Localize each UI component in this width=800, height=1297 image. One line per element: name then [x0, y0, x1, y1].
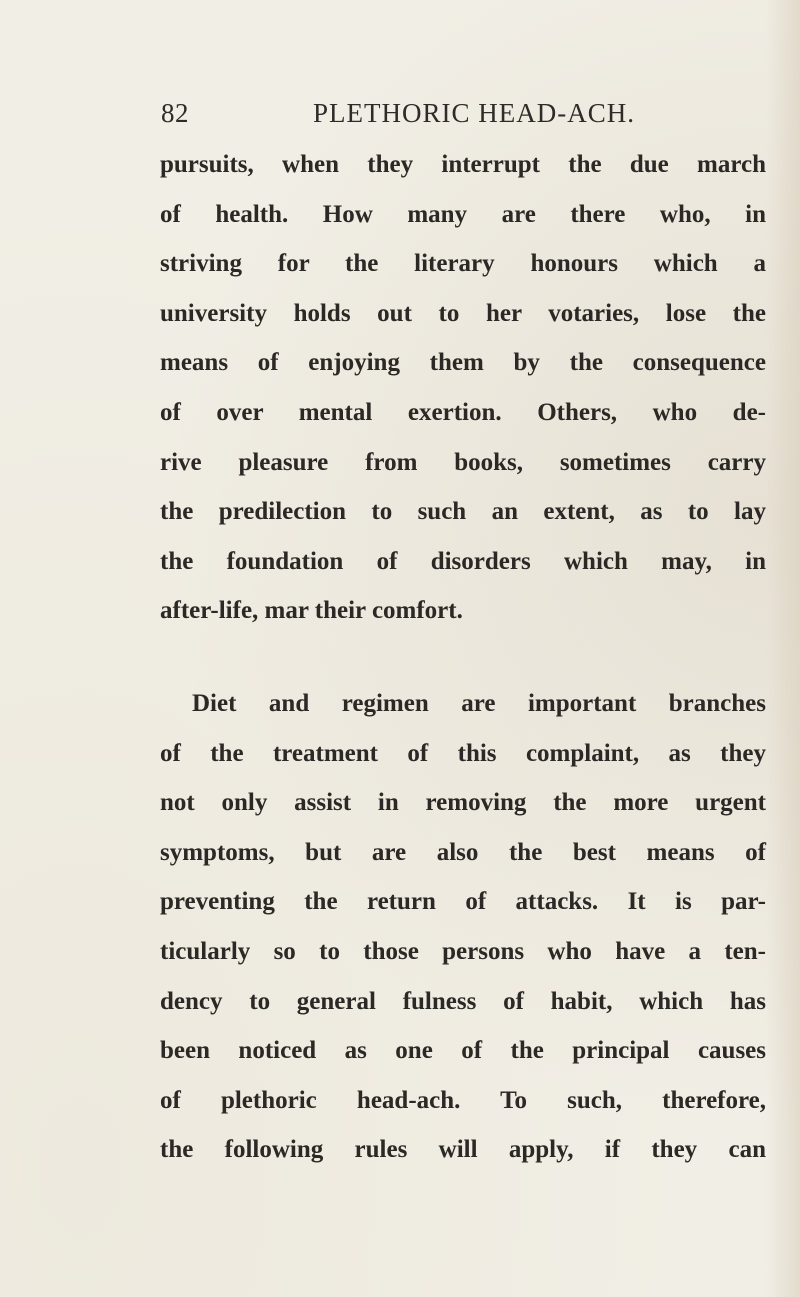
running-head — [161, 98, 761, 138]
text-line: after-life, mar their comfort. — [160, 597, 463, 625]
text-line: the foundation of disorders which may, in — [160, 547, 766, 575]
text-line: of health. How many are there who, in — [160, 200, 766, 228]
paragraph-2 — [160, 679, 766, 1175]
text-line: university holds out to her votaries, lose the — [160, 299, 766, 327]
text-line: of plethoric head-ach. To such, therefore, — [160, 1086, 766, 1114]
page-number: 82 — [161, 98, 189, 128]
text-line: means of enjoying them by the consequence — [160, 349, 766, 377]
running-title: PLETHORIC HEAD-ACH. — [313, 98, 635, 128]
text-line: striving for the literary honours which a — [160, 250, 766, 278]
paragraph-gap — [160, 636, 766, 679]
paragraph-1 — [160, 140, 766, 636]
text-line: rive pleasure from books, sometimes carry — [160, 448, 766, 476]
text-line: of over mental exertion. Others, who de- — [160, 398, 766, 426]
text-line: Diet and regimen are important branches — [192, 689, 766, 717]
text-line: the predilection to such an extent, as to lay — [160, 498, 766, 526]
text-line: ticularly so to those persons who have a ten- — [160, 937, 766, 965]
body-text — [160, 140, 766, 1175]
page-edge-shadow — [766, 0, 800, 1297]
text-line: pursuits, when they interrupt the due march — [160, 151, 766, 178]
text-line: symptoms, but are also the best means of — [160, 838, 766, 866]
text-line: of the treatment of this complaint, as they — [160, 739, 766, 767]
text-line: dency to general fulness of habit, which has — [160, 987, 766, 1015]
text-line: the following rules will apply, if they can — [160, 1136, 766, 1164]
text-line: not only assist in removing the more urgent — [160, 789, 766, 817]
text-line: preventing the return of attacks. It is par- — [160, 888, 766, 916]
text-line: been noticed as one of the principal causes — [160, 1037, 766, 1065]
